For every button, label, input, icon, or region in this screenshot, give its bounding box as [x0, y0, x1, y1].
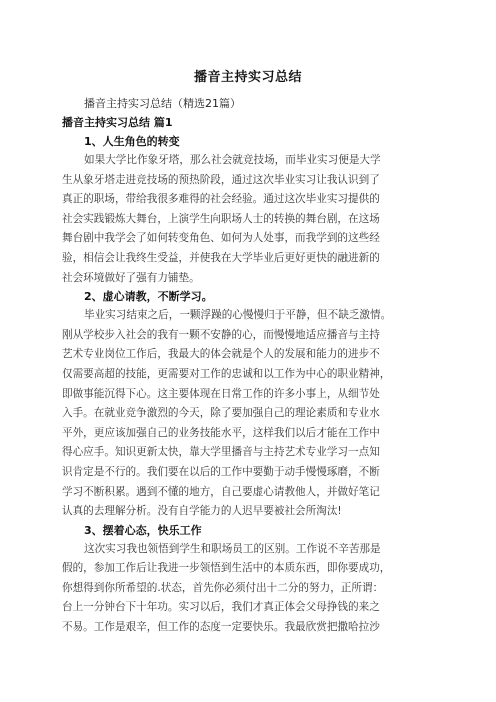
item-heading-2: 2、虚心请教，不断学习。: [84, 290, 213, 304]
text-line: 入手。在就业竞争激烈的今天，除了要加强自己的理论素质和专业水: [62, 407, 380, 420]
item-heading-1: 1、人生角色的转变: [84, 135, 180, 148]
text-line: 艺术专业岗位工作后，我最大的体会就是个人的发展和能力的进步不: [62, 348, 380, 361]
text-line: 学习不断积累。遇到不懂的地方，自己要虚心请教他人，并做好笔记: [62, 485, 380, 498]
text-line: 不易。工作是艰辛，但工作的态度一定要快乐。我最欣赏把撒哈拉沙: [62, 621, 380, 634]
text-line: 刚从学校步入社会的我有一颗不安静的心，而慢慢地适应播音与主持: [62, 328, 380, 341]
item-heading-3: 3、摆着心态，快乐工作: [84, 523, 202, 537]
text-line: 如果大学比作象牙塔，那么社会就竞技场，而毕业实习便是大学: [84, 154, 381, 166]
paragraph-2: [62, 306, 434, 522]
text-line: 平外，更应该加强自己的业务技能水平，这样我们以后才能在工作中: [62, 426, 380, 439]
text-line: 社会实践锻炼大舞台，上演学生向职场人士的转换的舞台剧，在这场: [62, 212, 380, 225]
page-title: 播音主持实习总结: [193, 70, 302, 85]
text-line: 毕业实习结束之后，一颗浮躁的心慢慢归于平静，但不缺乏激情。: [84, 309, 392, 322]
text-line: 你想得到你所希望的.状态，首先你必须付出十二分的努力，正所谓：: [62, 581, 384, 594]
text-line: 仅需要高超的技能，更需要对工作的忠诚和以工作为中心的职业精神，: [62, 367, 391, 380]
paragraph-1: [62, 151, 434, 288]
text-line: 认真的去理解分析。没有自学能力的人迟早要被社会所淘汰!: [62, 505, 342, 518]
paragraph-3: [62, 540, 434, 638]
document-body: [62, 96, 434, 638]
section-heading: 播音主持实习总结 篇1: [62, 116, 173, 129]
text-line: 舞台剧中我学会了如何转变角色、如何为人处事，而我学到的这些经: [62, 232, 380, 245]
text-line: 生从象牙塔走进竞技场的预热阶段，通过这次毕业实习让我认识到了: [62, 173, 380, 186]
text-line: 得心应手。知识更新太快，靠大学里播音与主持艺术专业学习一点知: [62, 446, 380, 459]
text-line: 社会环境做好了强有力铺垫。: [62, 271, 200, 284]
text-line: 台上一分钟台下十年功。实习以后，我们才真正体会父母挣钱的来之: [62, 601, 380, 614]
text-line: 这次实习我也领悟到学生和职场员工的区别。工作说不辛苦那是: [84, 542, 381, 555]
text-line: 假的，参加工作后让我进一步领悟到生活中的本质东西，即你要成功，: [62, 562, 391, 575]
text-line: 即做事能沉得下心。这主要体现在日常工作的许多小事上，从细节处: [62, 387, 380, 400]
text-line: 验，相信会让我终生受益，并使我在大学毕业后更好更快的融进新的: [62, 251, 380, 264]
text-line: 真正的职场，带给我很多难得的社会经验。通过这次毕业实习提供的: [62, 193, 380, 206]
document-subtitle: 播音主持实习总结（精选21篇）: [84, 97, 241, 110]
text-line: 识肯定是不行的。我们要在以后的工作中要勤于动手慢慢琢磨，不断: [62, 465, 380, 478]
